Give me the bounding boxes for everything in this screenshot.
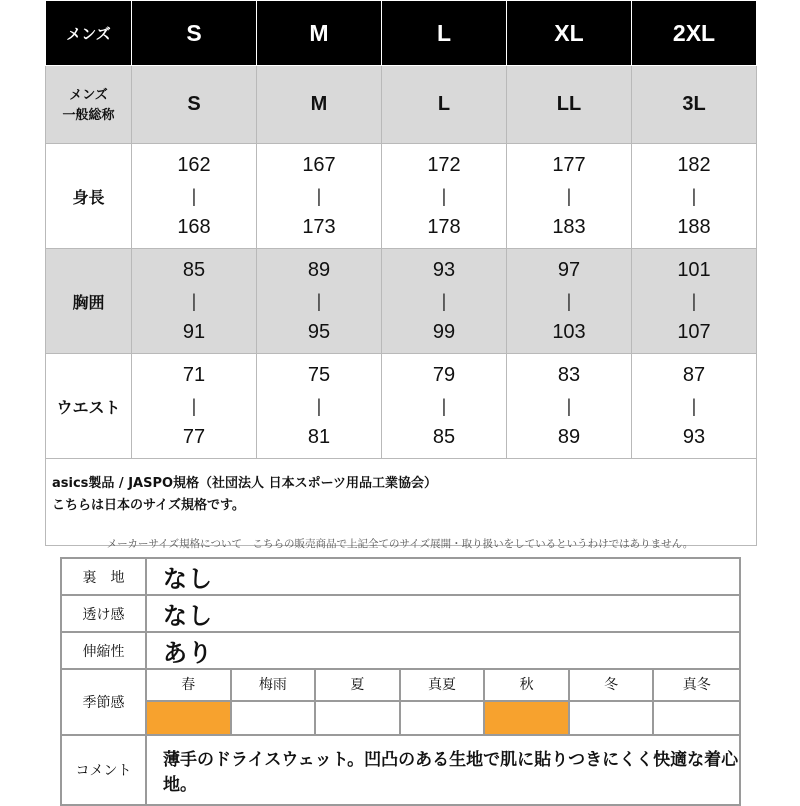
size-disclaimer: メーカーサイズ規格について こちらの販売商品で上記全てのサイズ展開・取り扱いをしているというわけではありません。 xyxy=(106,538,694,550)
size-s: S xyxy=(132,1,257,66)
range-min: 71 xyxy=(182,364,206,386)
comment-label: コメント xyxy=(61,735,146,805)
range-max: 93 xyxy=(682,426,706,448)
range-cell xyxy=(132,144,257,249)
comment-row xyxy=(61,735,740,805)
range xyxy=(507,365,631,447)
range-max: 77 xyxy=(182,426,206,448)
range xyxy=(132,365,256,447)
range-max: 89 xyxy=(557,426,581,448)
range-min: 75 xyxy=(307,364,331,386)
chest-row xyxy=(46,249,757,354)
range-min: 172 xyxy=(427,154,461,176)
size-l: L xyxy=(382,1,507,66)
range xyxy=(257,365,381,447)
range-cell xyxy=(257,354,382,459)
range xyxy=(507,260,631,342)
size-xl: XL xyxy=(507,1,632,66)
range-separator: | xyxy=(191,396,197,416)
range-min: 167 xyxy=(302,154,336,176)
range-min: 162 xyxy=(177,154,211,176)
note-row xyxy=(46,459,757,546)
stretch-value: あり xyxy=(146,632,740,669)
range-max: 183 xyxy=(552,216,586,238)
season-label: 季節感 xyxy=(61,669,146,735)
range-max: 107 xyxy=(677,321,711,343)
general-label-line2: 一般総称 xyxy=(62,106,115,122)
note-line2: こちらは日本のサイズ規格です。 xyxy=(52,498,245,513)
season-indicator-active xyxy=(485,702,570,734)
season-cell xyxy=(146,669,740,735)
range-min: 182 xyxy=(677,154,711,176)
range-min: 93 xyxy=(432,259,456,281)
sheer-value: なし xyxy=(146,595,740,632)
note-line1: asics製品 / JASPO規格（社団法人 日本スポーツ用品工業協会） xyxy=(52,476,438,491)
range-min: 87 xyxy=(682,364,706,386)
range-cell xyxy=(382,144,507,249)
lining-value: なし xyxy=(146,558,740,595)
season-indicator-active xyxy=(147,702,232,734)
range-separator: | xyxy=(566,186,572,206)
stretch-row xyxy=(61,632,740,669)
general-size-cell: M xyxy=(257,66,382,144)
season-name: 秋 xyxy=(485,670,570,702)
season-name: 春 xyxy=(147,670,232,702)
range xyxy=(132,155,256,237)
range-max: 173 xyxy=(302,216,336,238)
general-size-cell: S xyxy=(132,66,257,144)
height-label: 身長 xyxy=(46,144,132,249)
range-cell xyxy=(632,249,757,354)
range xyxy=(382,155,506,237)
general-size-cell: 3L xyxy=(632,66,757,144)
range-cell xyxy=(382,354,507,459)
season-name: 梅雨 xyxy=(232,670,317,702)
general-label-line1: メンズ xyxy=(69,86,108,102)
range-max: 81 xyxy=(307,426,331,448)
range-min: 83 xyxy=(557,364,581,386)
season-name: 冬 xyxy=(570,670,655,702)
range-max: 178 xyxy=(427,216,461,238)
range-max: 95 xyxy=(307,321,331,343)
range-cell xyxy=(507,354,632,459)
range-separator: | xyxy=(191,186,197,206)
size-2xl: 2XL xyxy=(632,1,757,66)
general-size-cell: L xyxy=(382,66,507,144)
range-cell xyxy=(507,249,632,354)
general-size-row xyxy=(46,66,757,144)
range-separator: | xyxy=(316,186,322,206)
lining-row xyxy=(61,558,740,595)
range-cell xyxy=(632,354,757,459)
chest-label: 胸囲 xyxy=(46,249,132,354)
range-max: 188 xyxy=(677,216,711,238)
range-max: 99 xyxy=(432,321,456,343)
lining-label: 裏 地 xyxy=(61,558,146,595)
range-cell xyxy=(132,249,257,354)
range-separator: | xyxy=(566,396,572,416)
sheer-label: 透け感 xyxy=(61,595,146,632)
range-max: 103 xyxy=(552,321,586,343)
range-min: 177 xyxy=(552,154,586,176)
season-indicator xyxy=(570,702,655,734)
general-label xyxy=(46,66,132,144)
waist-row xyxy=(46,354,757,459)
season-grid xyxy=(147,670,739,734)
range-cell xyxy=(132,354,257,459)
range xyxy=(132,260,256,342)
season-name: 夏 xyxy=(316,670,401,702)
range-cell xyxy=(632,144,757,249)
season-indicator xyxy=(654,702,739,734)
sheer-row xyxy=(61,595,740,632)
waist-label: ウエスト xyxy=(46,354,132,459)
range xyxy=(257,260,381,342)
size-chart-table xyxy=(45,0,757,546)
range-min: 79 xyxy=(432,364,456,386)
spec-table xyxy=(60,557,741,806)
range-min: 97 xyxy=(557,259,581,281)
range-separator: | xyxy=(441,186,447,206)
height-row xyxy=(46,144,757,249)
range-min: 89 xyxy=(307,259,331,281)
range xyxy=(382,260,506,342)
note-cell xyxy=(46,459,757,546)
range-separator: | xyxy=(441,396,447,416)
size-m: M xyxy=(257,1,382,66)
header-label: メンズ xyxy=(46,1,132,66)
range xyxy=(257,155,381,237)
range-separator: | xyxy=(691,291,697,311)
general-size-cell: LL xyxy=(507,66,632,144)
range-min: 85 xyxy=(182,259,206,281)
range-max: 85 xyxy=(432,426,456,448)
range-cell xyxy=(507,144,632,249)
stretch-label: 伸縮性 xyxy=(61,632,146,669)
range-cell xyxy=(257,249,382,354)
range-cell xyxy=(382,249,507,354)
season-name: 真冬 xyxy=(654,670,739,702)
season-name: 真夏 xyxy=(401,670,486,702)
range xyxy=(632,155,756,237)
range-cell xyxy=(257,144,382,249)
range-max: 91 xyxy=(182,321,206,343)
range-separator: | xyxy=(316,291,322,311)
range xyxy=(382,365,506,447)
range-separator: | xyxy=(566,291,572,311)
range-separator: | xyxy=(691,396,697,416)
range-max: 168 xyxy=(177,216,211,238)
range-separator: | xyxy=(316,396,322,416)
range-min: 101 xyxy=(677,259,711,281)
season-indicator xyxy=(316,702,401,734)
season-indicator xyxy=(401,702,486,734)
season-indicator xyxy=(232,702,317,734)
comment-value: 薄手のドライスウェット。凹凸のある生地で肌に貼りつきにくく快適な着心地。 xyxy=(146,735,740,805)
season-row xyxy=(61,669,740,735)
size-header-row xyxy=(46,1,757,66)
range xyxy=(632,365,756,447)
range-separator: | xyxy=(441,291,447,311)
range-separator: | xyxy=(191,291,197,311)
range-separator: | xyxy=(691,186,697,206)
range xyxy=(507,155,631,237)
range xyxy=(632,260,756,342)
